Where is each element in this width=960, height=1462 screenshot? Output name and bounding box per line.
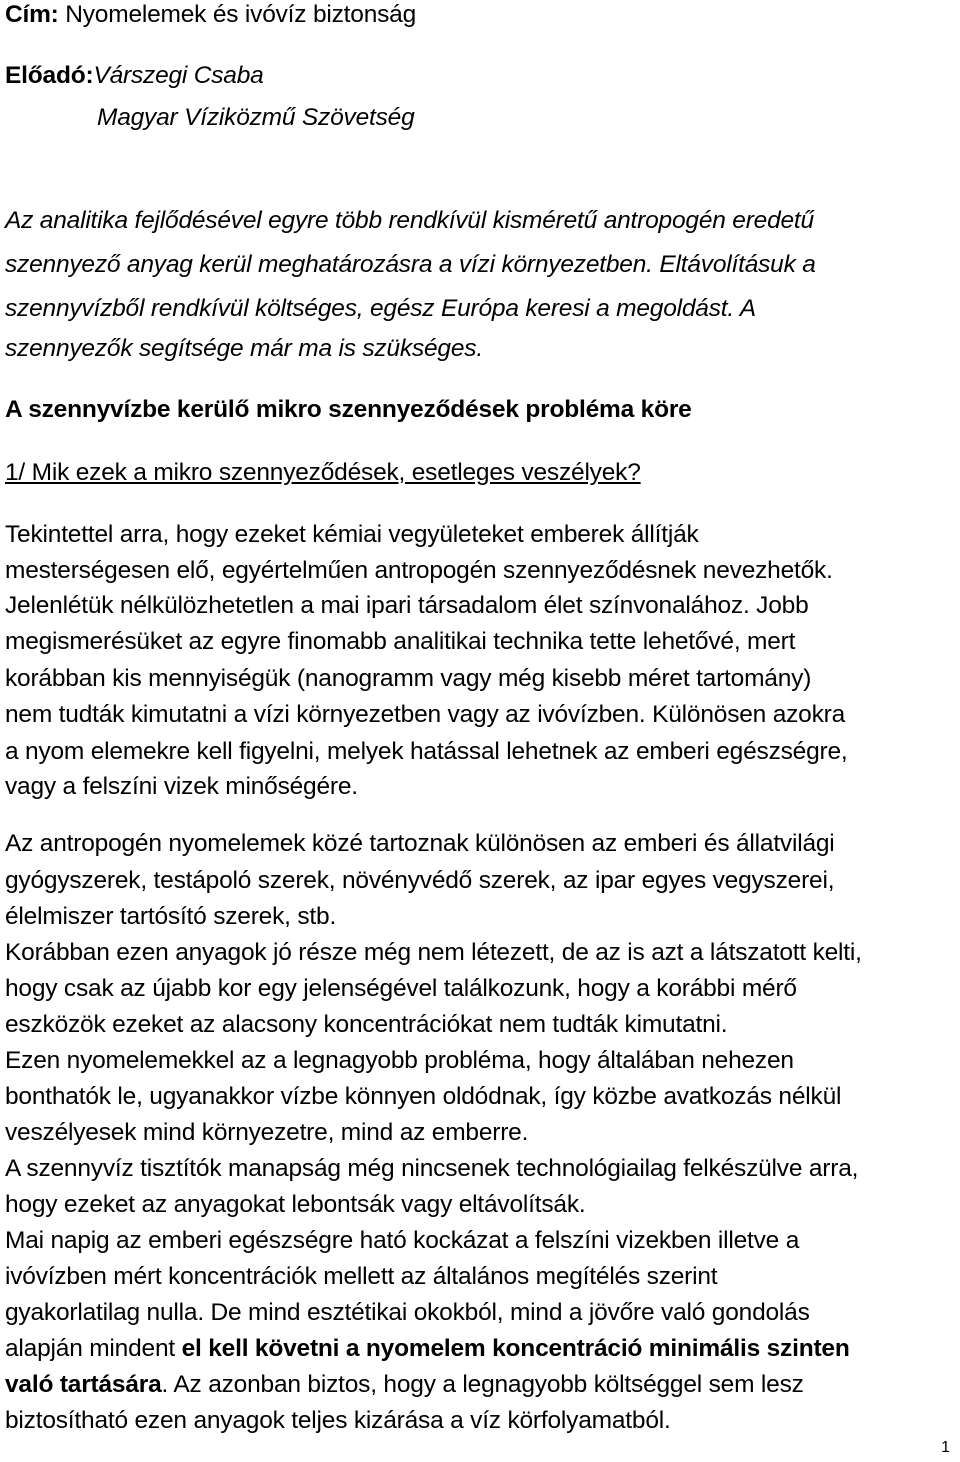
paragraph-line: gyakorlatilag nulla. De mind esztétikai okokból, mind a jövőre való gondolás	[5, 1299, 810, 1326]
paragraph-line: Jelenlétük nélkülözhetetlen a mai ipari társadalom élet színvonalához. Jobb	[5, 592, 809, 619]
intro-line: szennyezők segítsége már ma is szükséges.	[5, 335, 483, 362]
intro-line: szennyező anyag kerül meghatározásra a vízi környezetben. Eltávolításuk a	[5, 251, 816, 278]
paragraph-line: veszélyesek mind környezetre, mind az emberre.	[5, 1119, 529, 1146]
paragraph-line: mesterségesen elő, egyértelműen antropogén szennyeződésnek nevezhetők.	[5, 557, 833, 584]
subheading: 1/ Mik ezek a mikro szennyeződések, esetleges veszélyek?	[5, 459, 641, 486]
emphasis-text: való tartására	[5, 1371, 162, 1398]
paragraph-line	[5, 1334, 850, 1364]
paragraph-line: a nyom elemekre kell figyelni, melyek hatással lehetnek az emberi egészségre,	[5, 738, 848, 765]
speaker-name: Várszegi Csaba	[93, 62, 264, 89]
speaker-organization: Magyar Víziközmű Szövetség	[97, 104, 415, 131]
intro-line: Az analitika fejlődésével egyre több rendkívül kisméretű antropogén eredetű	[5, 207, 814, 234]
emphasis-text: el kell követni a nyomelem koncentráció minimális szinten	[181, 1335, 850, 1362]
text-run: . Az azonban biztos, hogy a legnagyobb költséggel sem lesz	[161, 1371, 804, 1398]
paragraph-line: hogy ezeket az anyagokat lebontsák vagy eltávolítsák.	[5, 1191, 586, 1218]
paragraph-line: biztosítható ezen anyagok teljes kizárása a víz körfolyamatból.	[5, 1407, 671, 1434]
document-title: Nyomelemek és ivóvíz biztonság	[65, 1, 417, 28]
title-line	[5, 0, 416, 30]
title-label: Cím:	[5, 1, 59, 28]
paragraph-line: hogy csak az újabb kor egy jelenségével találkozunk, hogy a korábbi mérő	[5, 975, 797, 1002]
paragraph-line: nem tudták kimutatni a vízi környezetben vagy az ivóvízben. Különösen azokra	[5, 701, 846, 728]
paragraph-line: gyógyszerek, testápoló szerek, növényvédő szerek, az ipar egyes vegyszerei,	[5, 867, 835, 894]
paragraph-line: bonthatók le, ugyanakkor vízbe könnyen oldódnak, így közbe avatkozás nélkül	[5, 1083, 842, 1110]
paragraph-line: ivóvízben mért koncentrációk mellett az általános megítélés szerint	[5, 1263, 718, 1290]
paragraph-line: A szennyvíz tisztítók manapság még nincsenek technológiailag felkészülve arra,	[5, 1155, 859, 1182]
speaker-line	[5, 61, 264, 91]
section-heading: A szennyvízbe kerülő mikro szennyeződések probléma köre	[5, 396, 692, 423]
paragraph-line: megismerésüket az egyre finomabb analitikai technika tette lehetővé, mert	[5, 628, 796, 655]
page-number: 1	[941, 1439, 950, 1456]
paragraph-line: vagy a felszíni vizek minőségére.	[5, 773, 358, 800]
paragraph-line: Korábban ezen anyagok jó része még nem létezett, de az is azt a látszatott kelti,	[5, 939, 862, 966]
text-run: alapján mindent	[5, 1335, 182, 1362]
paragraph-line: Az antropogén nyomelemek közé tartoznak különösen az emberi és állatvilági	[5, 830, 835, 857]
paragraph-line: élelmiszer tartósító szerek, stb.	[5, 903, 337, 930]
paragraph-line: Mai napig az emberi egészségre ható kockázat a felszíni vizekben illetve a	[5, 1227, 800, 1254]
paragraph-line: eszközök ezeket az alacsony koncentrációkat nem tudták kimutatni.	[5, 1011, 728, 1038]
paragraph-line: korábban kis mennyiségük (nanogramm vagy még kisebb méret tartomány)	[5, 665, 812, 692]
paragraph-line	[5, 1370, 804, 1400]
intro-line: szennyvízből rendkívül költséges, egész Európa keresi a megoldást. A	[5, 295, 756, 322]
paragraph-line: Ezen nyomelemekkel az a legnagyobb probléma, hogy általában nehezen	[5, 1047, 794, 1074]
speaker-label: Előadó:	[5, 62, 94, 89]
paragraph-line: Tekintettel arra, hogy ezeket kémiai vegyületeket emberek állítják	[5, 521, 699, 548]
